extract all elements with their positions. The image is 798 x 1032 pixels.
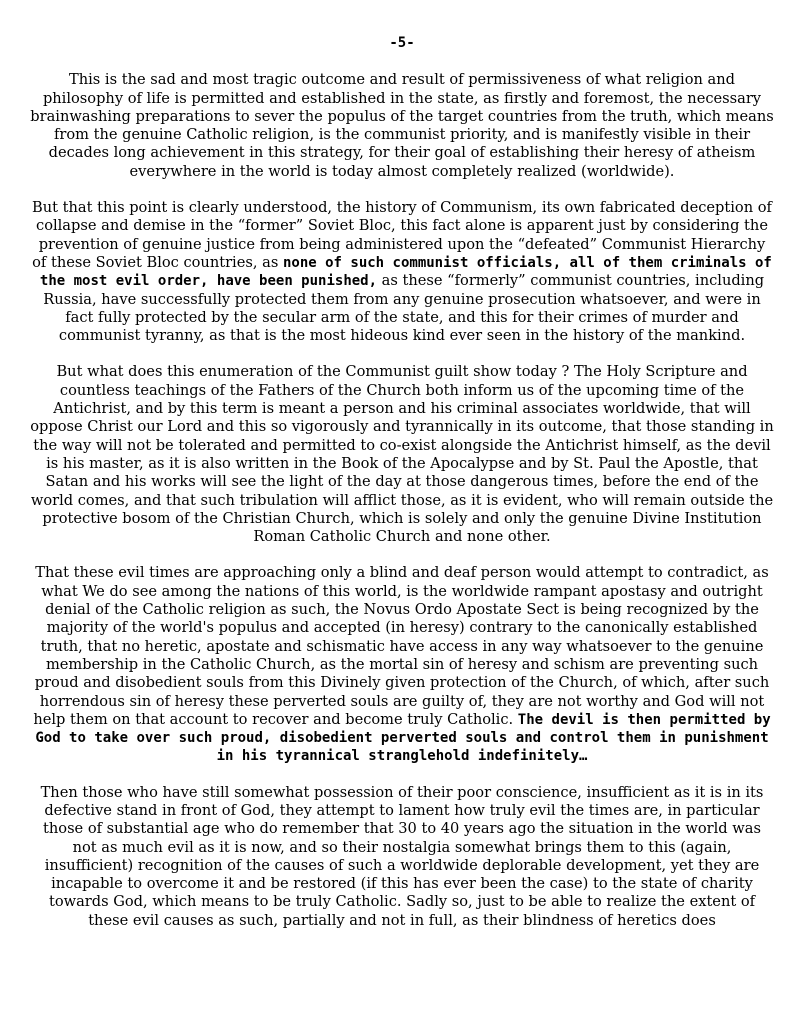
paragraph-4-bold-text: The devil is then permitted by God to take over such proud, disobedient perverted souls and control them in punishment in his tyrannical stranglehold indefinitely… [35, 711, 771, 765]
paragraph-1-text: This is the sad and most tragic outcome and result of permissiveness of what religion and philosophy of life is permitted and established in the state, as firstly and foremost, the necessary brainwashing preparations to sever the populus of the target countries from the truth, which means from the genuine Catholic religion, is the communist priority, and is manifestly visible in their decades long achievement in this strategy, for their goal of establishing their heresy of atheism everywhere in the world is today almost completely realized (worldwide). [30, 71, 774, 180]
paragraph-1 [30, 71, 774, 181]
paragraph-2 [30, 199, 774, 345]
paragraph-2-text-end: as these “formerly” communist countries, including Russia, have successfully protected them from any genuine prosecution whatsoever, and were in fact fully protected by the secular arm of the state, and this for their crimes of murder and communist tyranny, as that is the most hideous kind ever seen in the history of the mankind. [43, 272, 765, 345]
paragraph-5-text: Then those who have still somewhat possession of their poor conscience, insufficient as it is in its defective stand in front of God, they attempt to lament how truly evil the times are, in particular those of substantial age who do remember that 30 to 40 years ago the situation in the world was not as much evil as it is now, and so their nostalgia somewhat brings them to this (again, insufficient) recognition of the causes of such a worldwide deplorable development, yet they are incapable to overcome it and be restored (if this has ever been the case) to the state of charity towards God, which means to be truly Catholic. Sadly so, just to be able to realize the extent of these evil causes as such, partially and not in full, as their blindness of heretics does [40, 783, 764, 929]
paragraph-5 [30, 784, 774, 930]
paragraph-3-text: But what does this enumeration of the Communist guilt show today ? The Holy Scripture and countless teachings of the Fathers of the Church both inform us of the upcoming time of the Antichrist, and by this term is meant a person and his criminal associates worldwide, that will oppose Christ our Lord and this so vigorously and tyrannically in its outcome, that those standing in the way will not be tolerated and permitted to co-exist alongside the Antichrist himself, as the devil is his master, as it is also written in the Book of the Apocalypse and by St. Paul the Apostle, that Satan and his works will see the light of the day at those dangerous times, before the end of the world comes, and that such tribulation will afflict those, as it is evident, who will remain outside the protective bosom of the Christian Church, which is solely and only the genuine Divine Institution Roman Catholic Church and none other. [30, 363, 774, 546]
paragraph-4-text: That these evil times are approaching only a blind and deaf person would attempt to contradict, as what We do see among the nations of this world, is the worldwide rampant apostasy and outright denial of the Catholic religion as such, the Novus Ordo Apostate Sect is being recognized by the majority of the world's populus and accepted (in heresy) contrary to the canonically established truth, that no heretic, apostate and schismatic have access in any way whatsoever to the genuine membership in the Catholic Church, as the mortal sin of heresy and schism are preventing such proud and disobedient souls from this Divinely given protection of the Church, of which, after such horrendous sin of heresy these perverted souls are guilty of, they are not worthy and God will not help them on that account to recover and become truly Catholic. [33, 564, 770, 728]
paragraph-3 [30, 363, 774, 546]
page-number: -5- [389, 35, 415, 51]
paragraph-2-bold-text: none of such communist officials, all of them criminals of the most evil order, have been punished, [39, 254, 772, 290]
paragraph-2-text-start: But that this point is clearly understood, the history of Communism, its own fabricated deception of collapse and demise in the “former” Soviet Bloc, this fact alone is apparent just by considering the prevention of genuine justice from being administered upon the “defeated” Communist Hierarchy of these Soviet Bloc countries, as [32, 199, 772, 271]
paragraph-4 [30, 564, 774, 765]
